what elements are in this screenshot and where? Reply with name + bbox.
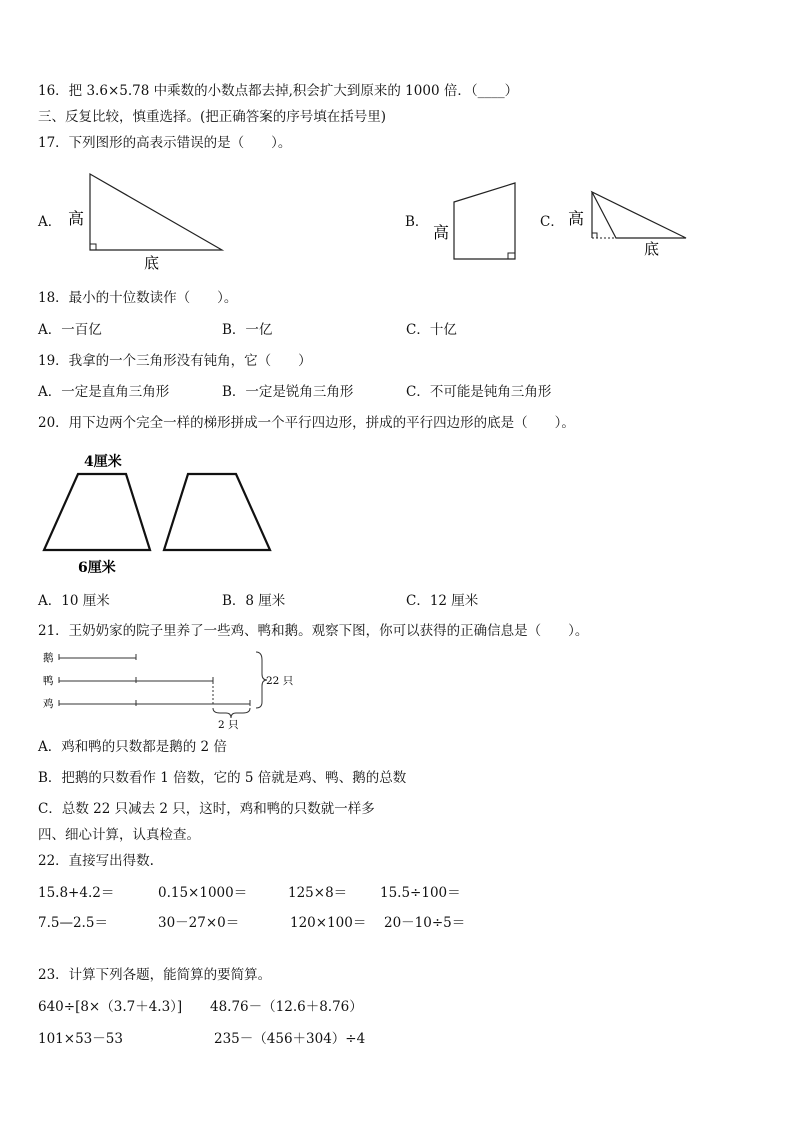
option-17c: C． bbox=[540, 214, 564, 230]
option-17a: A． bbox=[38, 214, 62, 230]
bottom-length-label: 6厘米 bbox=[78, 560, 116, 576]
total-count-label: 22 只 bbox=[266, 675, 294, 687]
option-19c: C．不可能是钝角三角形 bbox=[406, 384, 552, 400]
height-label-17b: 高 bbox=[433, 223, 450, 242]
section-4-heading: 四、细心计算，认真检查。 bbox=[38, 827, 200, 843]
option-20a: A．10 厘米 bbox=[38, 593, 110, 609]
calc-23-4: 235－（456＋304）÷4 bbox=[214, 1031, 366, 1047]
calc-22-1: 15.8+4.2＝ bbox=[38, 885, 115, 901]
question-22-stem: 22．直接写出得数. bbox=[38, 853, 154, 869]
calc-23-3: 101×53－53 bbox=[38, 1031, 123, 1047]
option-18b: B．一亿 bbox=[222, 322, 273, 338]
row-label-goose: 鹅 bbox=[43, 652, 54, 664]
calc-22-6: 30－27×0＝ bbox=[158, 915, 240, 931]
question-21-stem: 21．王奶奶家的院子里养了一些鸡、鸭和鹅。观察下图，你可以获得的正确信息是（ ）。 bbox=[38, 623, 589, 639]
question-17-stem: 17．下列图形的高表示错误的是（ ）。 bbox=[38, 135, 292, 151]
base-label-17a: 底 bbox=[144, 254, 160, 272]
option-21a: A．鸡和鸭的只数都是鹅的 2 倍 bbox=[38, 739, 227, 755]
calc-22-8: 20－10÷5＝ bbox=[384, 915, 466, 931]
figure-20-trapezoids bbox=[40, 448, 280, 578]
height-label-17c: 高 bbox=[568, 209, 585, 228]
row-label-duck: 鸭 bbox=[43, 675, 54, 687]
option-21b: B．把鹅的只数看作 1 倍数，它的 5 倍就是鸡、鸭、鹅的总数 bbox=[38, 770, 407, 786]
figure-17a-right-triangle bbox=[60, 168, 240, 276]
option-20c: C．12 厘米 bbox=[406, 593, 479, 609]
question-23-stem: 23．计算下列各题，能简算的要简算。 bbox=[38, 967, 272, 983]
figure-17b-trapezoid bbox=[428, 178, 528, 264]
option-21c: C．总数 22 只减去 2 只，这时，鸡和鸭的只数就一样多 bbox=[38, 801, 375, 817]
calc-22-3: 125×8＝ bbox=[288, 885, 348, 901]
row-label-chicken: 鸡 bbox=[43, 698, 54, 710]
calc-22-2: 0.15×1000＝ bbox=[158, 885, 248, 901]
top-length-label: 4厘米 bbox=[84, 454, 122, 470]
question-16: 16．把 3.6×5.78 中乘数的小数点都去掉,积会扩大到原来的 1000 倍．（____） bbox=[38, 83, 519, 99]
calc-22-7: 120×100＝ bbox=[290, 915, 367, 931]
question-18-stem: 18．最小的十位数读作（ ）。 bbox=[38, 290, 238, 306]
option-19a: A．一定是直角三角形 bbox=[38, 384, 170, 400]
height-label-17a: 高 bbox=[68, 209, 85, 228]
figure-21-segment-diagram bbox=[40, 648, 310, 730]
figure-17c-triangle bbox=[566, 186, 692, 260]
option-19b: B．一定是锐角三角形 bbox=[222, 384, 354, 400]
calc-22-4: 15.5÷100＝ bbox=[380, 885, 461, 901]
calc-22-5: 7.5—2.5＝ bbox=[38, 915, 108, 931]
base-label-17c: 底 bbox=[644, 240, 660, 258]
option-17b: B． bbox=[405, 214, 429, 230]
option-18c: C．十亿 bbox=[406, 322, 457, 338]
question-20-stem: 20．用下边两个完全一样的梯形拼成一个平行四边形，拼成的平行四边形的底是（ ）。 bbox=[38, 415, 575, 431]
section-3-heading: 三、反复比较，慎重选择。(把正确答案的序号填在括号里) bbox=[38, 109, 387, 125]
calc-23-1: 640÷[8×（3.7＋4.3）] bbox=[38, 999, 183, 1015]
option-18a: A．一百亿 bbox=[38, 322, 102, 338]
calc-23-2: 48.76－（12.6＋8.76） bbox=[210, 999, 363, 1015]
option-20b: B．8 厘米 bbox=[222, 593, 286, 609]
extra-count-label: 2 只 bbox=[218, 719, 239, 731]
question-19-stem: 19．我拿的一个三角形没有钝角，它（ ） bbox=[38, 353, 312, 369]
